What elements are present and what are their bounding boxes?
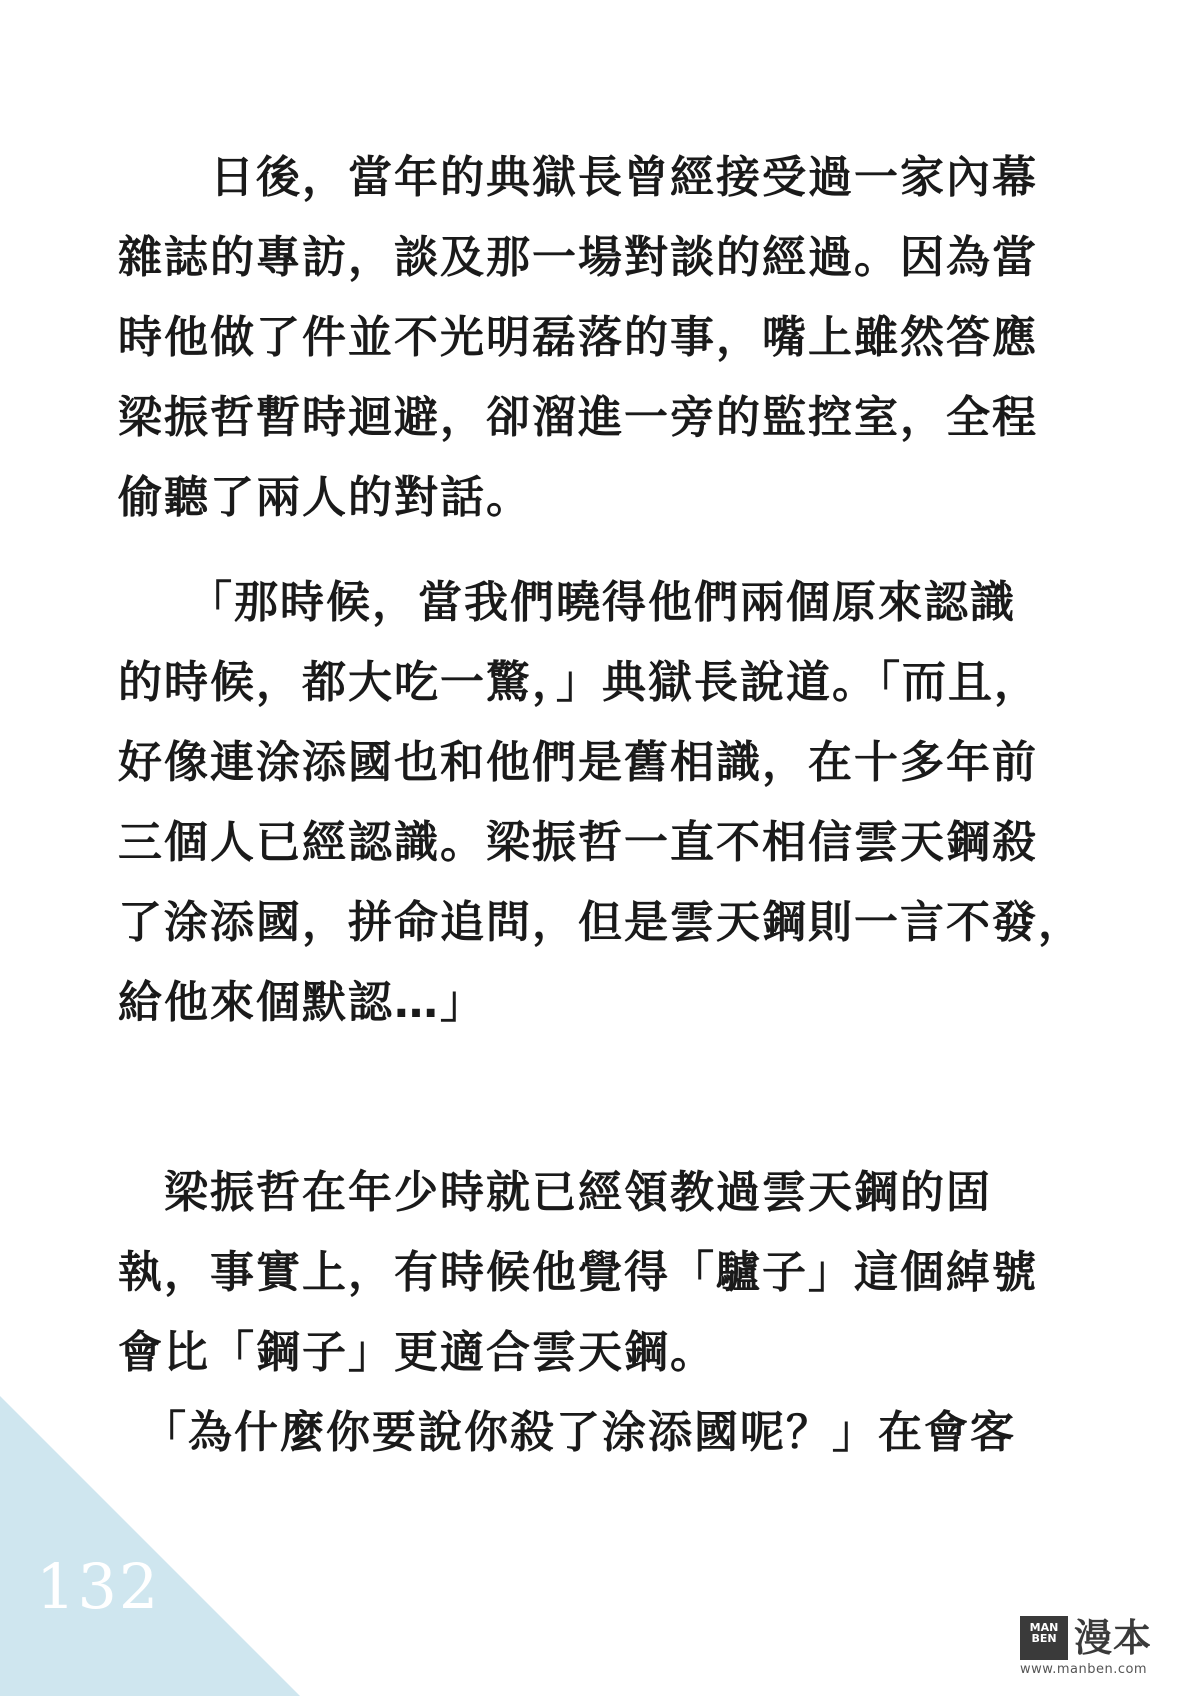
text-line: 偷聽了兩人的對話。	[118, 472, 532, 523]
page-number: 132	[36, 1550, 161, 1623]
text-line: 的時候，都大吃一驚，」典獄長說道。「而且，	[118, 657, 1040, 708]
text-line: 日後，當年的典獄長曾經接受過一家內幕	[118, 152, 1038, 203]
text-line: 梁振哲暫時迴避，卻溜進一旁的監控室，全程	[118, 392, 1038, 443]
text-line: 「那時候，當我們曉得他們兩個原來認識	[118, 577, 1016, 628]
text-line: 雜誌的專訪，談及那一場對談的經過。因為當	[118, 232, 1038, 283]
text-line: 梁振哲在年少時就已經領教過雲天鋼的固	[118, 1167, 992, 1218]
text-line: 時他做了件並不光明磊落的事，嘴上雖然答應	[118, 312, 1038, 363]
text-line: 好像連涂添國也和他們是舊相識，在十多年前	[118, 737, 1038, 788]
watermark-logo-text: 漫本	[1074, 1616, 1153, 1660]
watermark	[1020, 1616, 1180, 1678]
text-line: 「為什麼你要說你殺了涂添國呢？」在會客	[118, 1407, 1016, 1458]
text-line: 會比「鋼子」更適合雲天鋼。	[118, 1327, 716, 1378]
watermark-logo-box: MAN BEN	[1020, 1616, 1068, 1660]
corner-triangle	[0, 1396, 300, 1696]
text-line: 了涂添國，拼命追問，但是雲天鋼則一言不發，	[118, 897, 1084, 948]
text-line: 三個人已經認識。梁振哲一直不相信雲天鋼殺	[118, 817, 1038, 868]
corner-decoration	[0, 1366, 330, 1696]
watermark-url: www.manben.com	[1020, 1662, 1148, 1677]
text-line: 給他來個默認…」	[118, 977, 486, 1028]
text-line: 執，事實上，有時候他覺得「驢子」這個綽號	[118, 1247, 1038, 1298]
